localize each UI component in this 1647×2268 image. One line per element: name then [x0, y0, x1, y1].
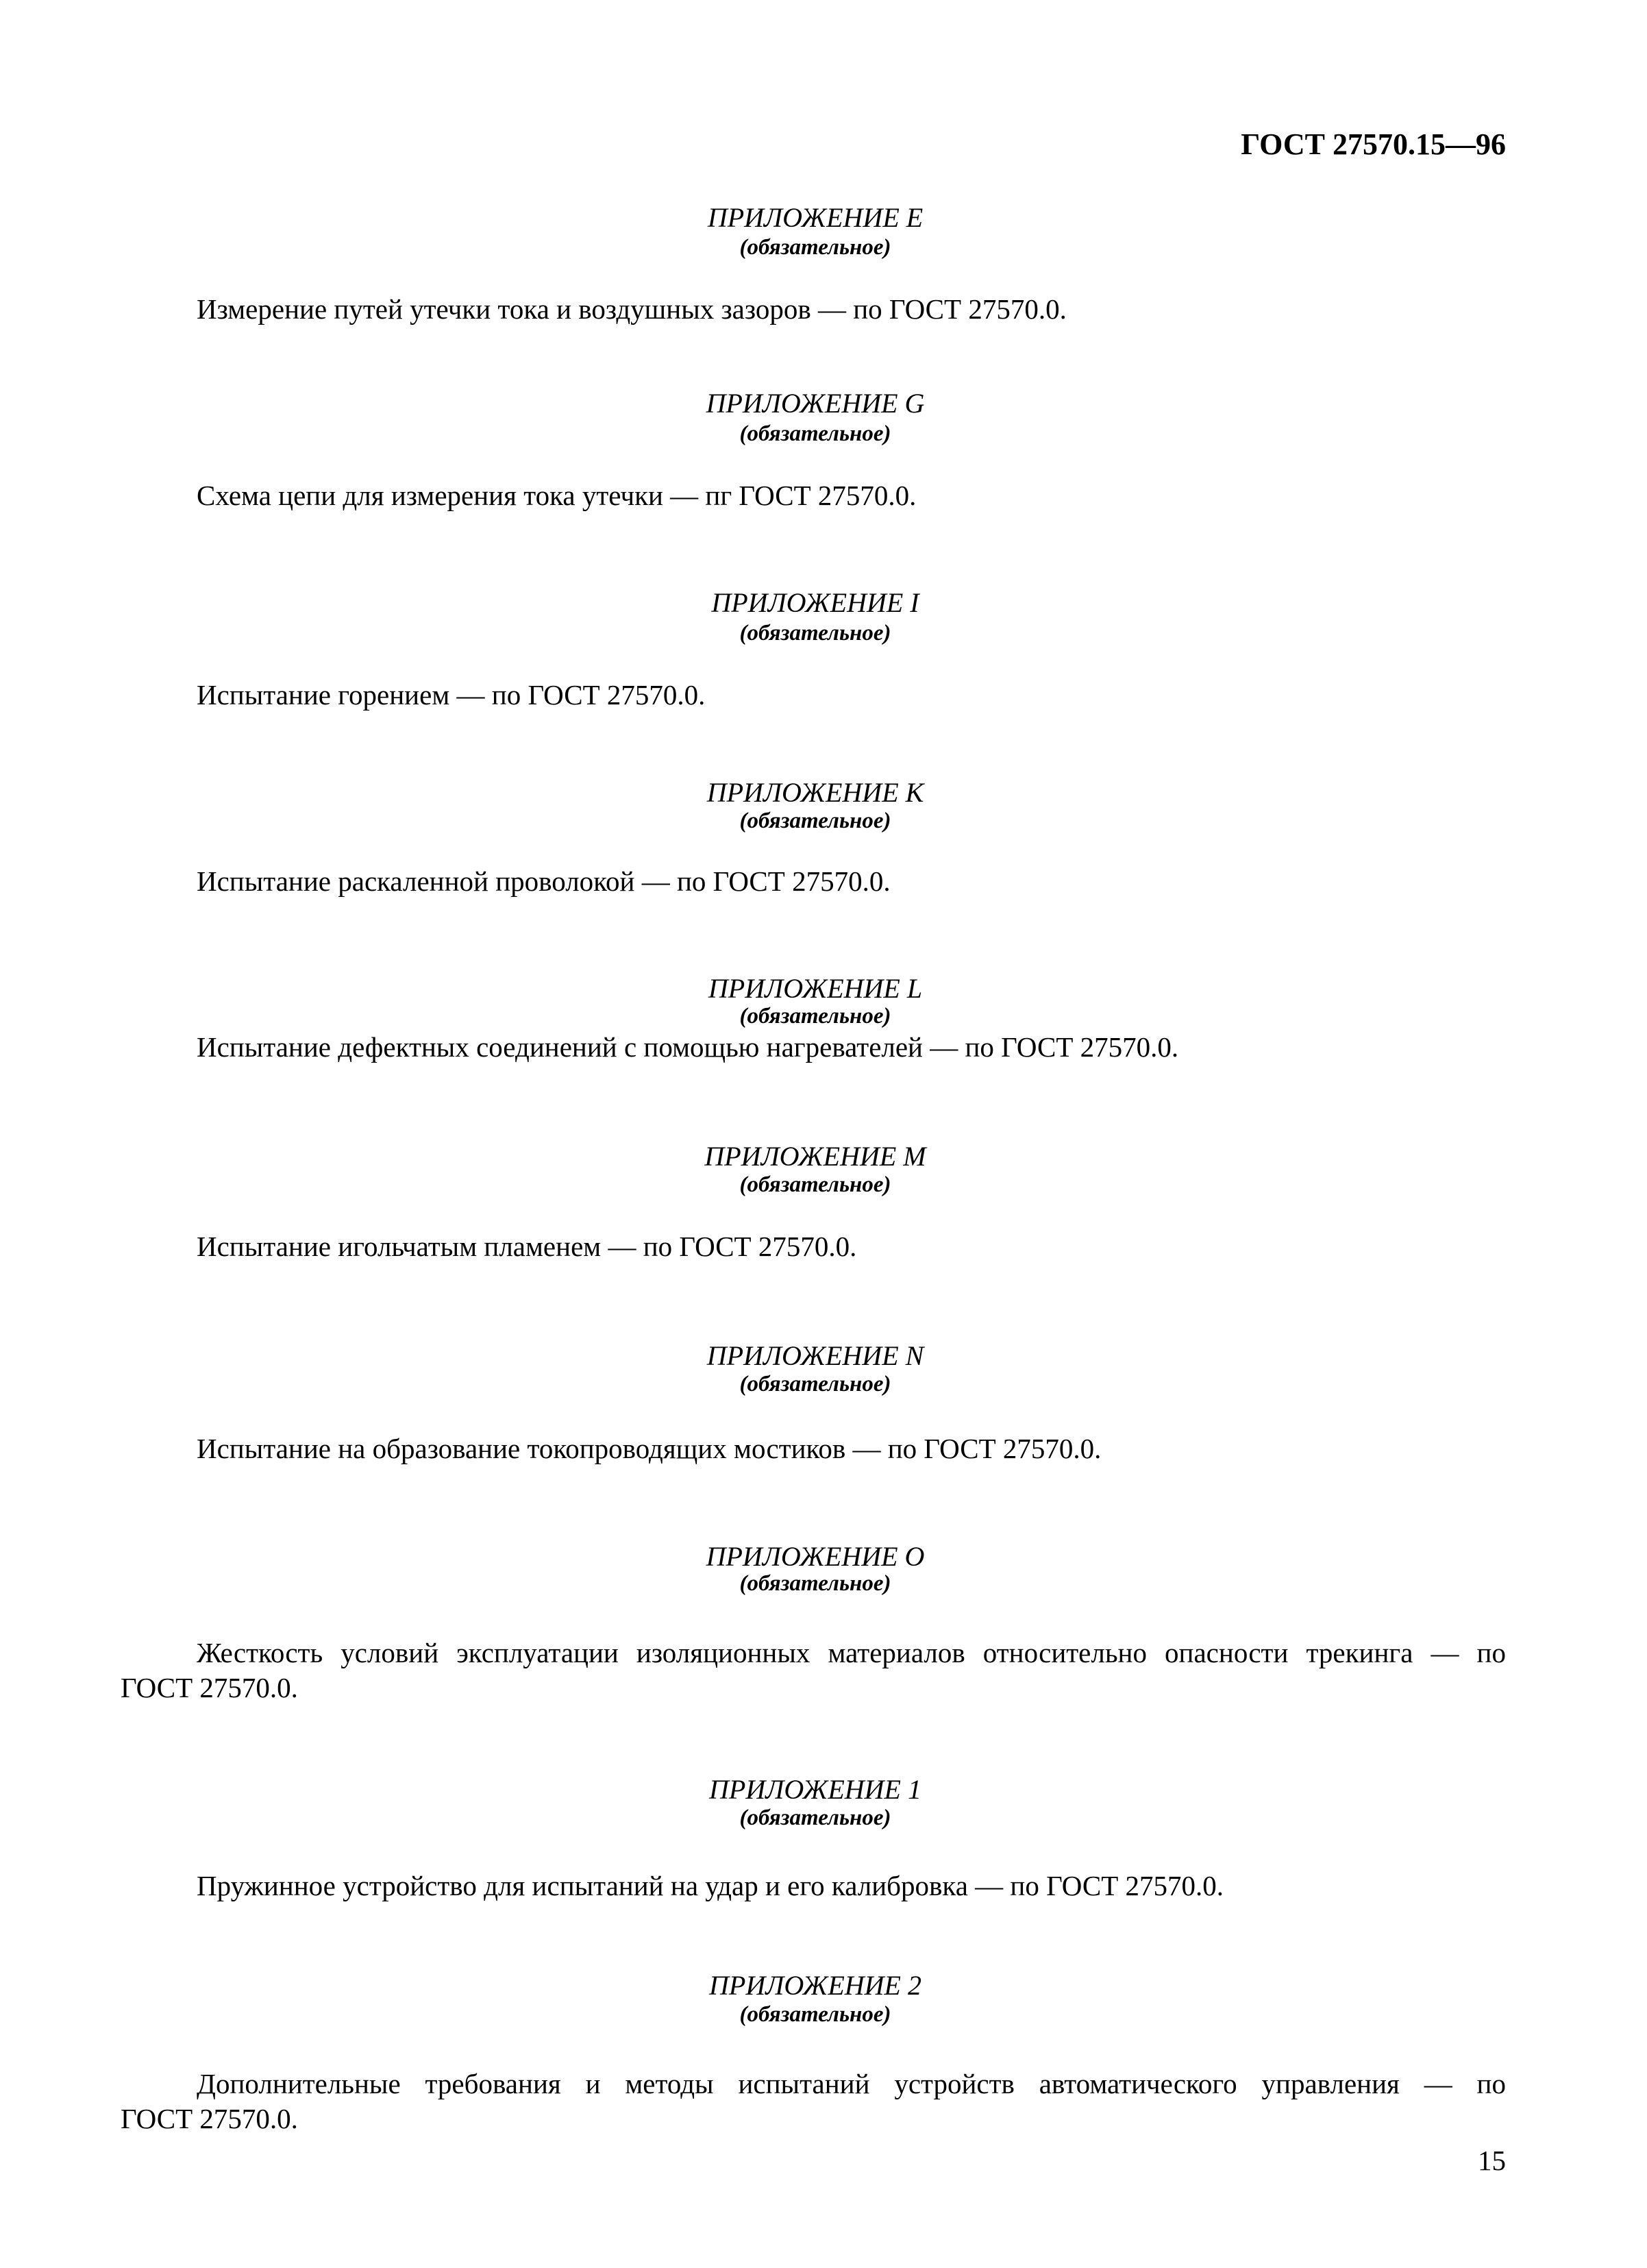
- annex-status: (обязательное): [739, 1571, 891, 1596]
- annex-title: ПРИЛОЖЕНИЕ I: [711, 587, 919, 618]
- annex-status: (обязательное): [739, 621, 891, 645]
- annex-title: ПРИЛОЖЕНИЕ 2: [709, 1970, 921, 2001]
- annex-text: Испытание раскаленной проволокой — по ГОСТ 27570.0.: [197, 865, 891, 897]
- annex-status: (обязательное): [739, 1004, 891, 1028]
- annex-title: ПРИЛОЖЕНИЕ G: [706, 388, 925, 419]
- annex-text: Измерение путей утечки тока и воздушных зазоров — по ГОСТ 27570.0.: [197, 293, 1067, 325]
- annex-text: Испытание горением — по ГОСТ 27570.0.: [197, 679, 706, 711]
- annex-status: (обязательное): [739, 809, 891, 833]
- page-number: 15: [1478, 2145, 1506, 2176]
- annex-status: (обязательное): [739, 1372, 891, 1396]
- annex-title: ПРИЛОЖЕНИЕ M: [704, 1141, 926, 1172]
- annex-title: ПРИЛОЖЕНИЕ E: [707, 202, 924, 233]
- annex-title: ПРИЛОЖЕНИЕ O: [706, 1541, 925, 1572]
- annex-title: ПРИЛОЖЕНИЕ K: [706, 777, 924, 808]
- annex-text: Дополнительные требования и методы испытаний устройств автоматического управления — по: [197, 2068, 1506, 2099]
- annex-text: Испытание на образование токопроводящих мостиков — по ГОСТ 27570.0.: [197, 1433, 1102, 1464]
- annex-text: Жесткость условий эксплуатации изоляционных материалов относительно опасности трекинга — по: [197, 1637, 1506, 1668]
- document-code: ГОСТ 27570.15—96: [1241, 127, 1506, 161]
- annex-status: (обязательное): [739, 1805, 891, 1830]
- annex-text-continuation: ГОСТ 27570.0.: [121, 1672, 298, 1703]
- annex-text: Пружинное устройство для испытаний на удар и его калибровка — по ГОСТ 27570.0.: [197, 1870, 1224, 1901]
- annex-title: ПРИЛОЖЕНИЕ L: [708, 973, 923, 1004]
- annex-status: (обязательное): [739, 421, 891, 446]
- annex-text: Схема цепи для измерения тока утечки — пг ГОСТ 27570.0.: [197, 480, 917, 511]
- annex-text-continuation: ГОСТ 27570.0.: [121, 2103, 298, 2134]
- annex-text: Испытание игольчатым пламенем — по ГОСТ 27570.0.: [197, 1231, 857, 1262]
- annex-title: ПРИЛОЖЕНИЕ N: [706, 1340, 924, 1371]
- annex-status: (обязательное): [739, 2002, 891, 2027]
- annex-status: (обязательное): [739, 235, 891, 260]
- annex-status: (обязательное): [739, 1172, 891, 1197]
- annex-text: Испытание дефектных соединений с помощью нагревателей — по ГОСТ 27570.0.: [197, 1031, 1179, 1063]
- annex-title: ПРИЛОЖЕНИЕ 1: [709, 1774, 921, 1805]
